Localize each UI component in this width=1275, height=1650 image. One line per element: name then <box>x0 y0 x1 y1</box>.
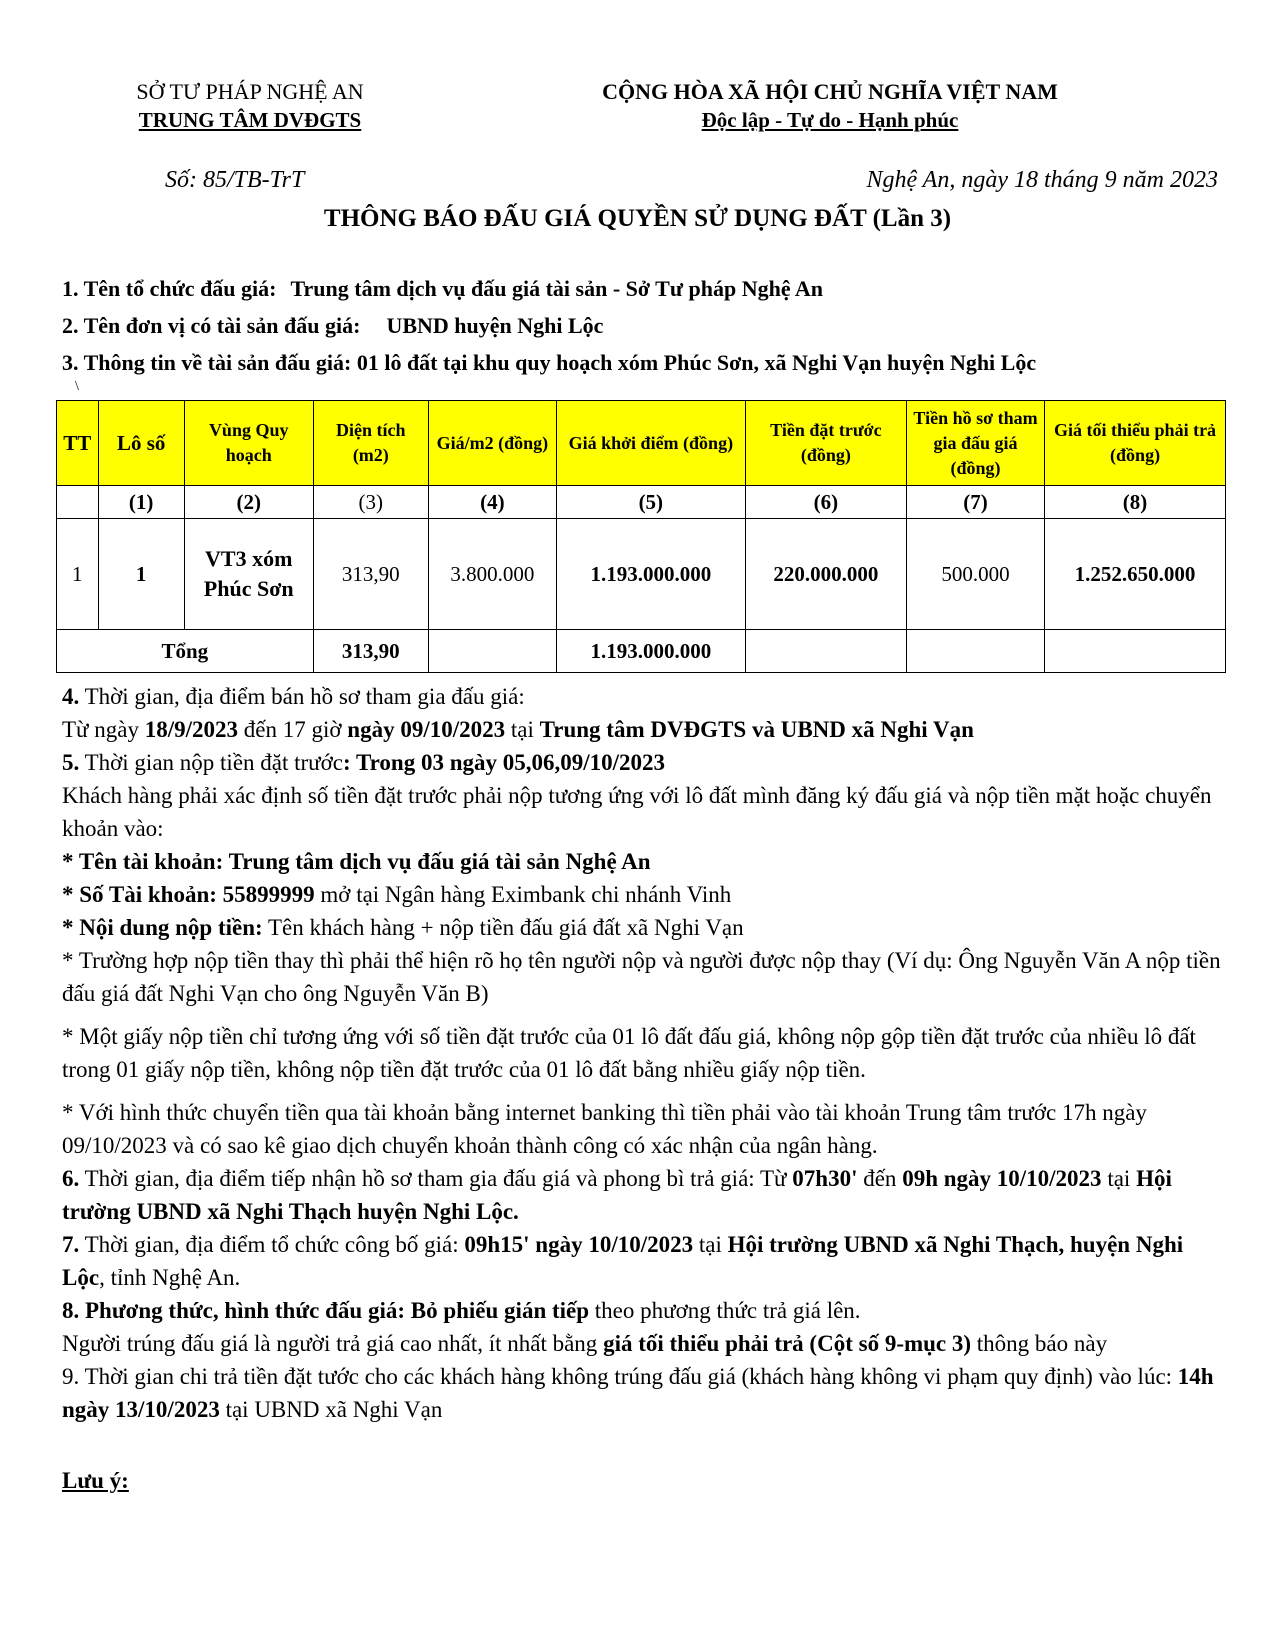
section-6-number: 6. <box>62 1166 80 1191</box>
col-number-5: (5) <box>556 486 745 519</box>
issuer-department: SỞ TƯ PHÁP NGHỆ AN <box>136 79 364 104</box>
text-span: 9. Thời gian chi trả tiền đặt tước cho các khách hàng không trúng đấu giá (khách hàng không vi phạm quy định) vào lúc: <box>62 1364 1178 1389</box>
place-date: Nghệ An, ngày 18 tháng 9 năm 2023 <box>866 167 1218 193</box>
auction-method-rest: theo phương thức trả giá lên. <box>589 1298 861 1323</box>
text-span: đến <box>857 1166 903 1191</box>
table-total-row <box>57 630 1226 673</box>
section-7-number: 7. <box>62 1232 80 1257</box>
text-span: đến 17 giờ <box>238 717 348 742</box>
section-7 <box>62 1228 1222 1294</box>
info-item-2-value: UBND huyện Nghi Lộc <box>386 313 604 338</box>
header-gia-toi-thieu: Giá tối thiểu phải trả (đồng) <box>1045 401 1226 486</box>
national-motto: Độc lập - Tự do - Hạnh phúc <box>701 108 959 132</box>
section-4-detail <box>62 713 1222 746</box>
receive-start-time: 07h30' <box>792 1166 858 1191</box>
total-dien-tich: 313,90 <box>313 630 428 673</box>
info-item-2 <box>62 313 603 339</box>
account-bank: mở tại Ngân hàng Eximbank chi nhánh Vinh <box>314 882 732 907</box>
sale-location: Trung tâm DVĐGTS và UBND xã Nghi Vạn <box>539 717 974 742</box>
total-empty-1 <box>428 630 556 673</box>
header-gia-khoi-diem: Giá khởi điểm (đồng) <box>556 401 745 486</box>
payment-content-text: Tên khách hàng + nộp tiền đấu giá đất xã Nghi Vạn <box>262 915 744 940</box>
note-heading: Lưu ý: <box>62 1468 129 1493</box>
note-1: * Trường hợp nộp tiền thay thì phải thể hiện rõ họ tên người nộp và người được nộp thay (Ví dụ: Ông Nguyễn Văn A nộp tiền đấu giá đất Nghi Vạn cho ông Nguyễn Văn B) <box>62 948 1221 1006</box>
header-vung-quy-hoach: Vùng Quy hoạch <box>184 401 313 486</box>
minimum-price-ref: giá tối thiểu phải trả (Cột số 9-mục 3) <box>603 1331 972 1356</box>
text-span: tại <box>1101 1166 1137 1191</box>
text-span: tại <box>693 1232 728 1257</box>
text-span: Người trúng đấu giá là người trả giá cao nhất, ít nhất bằng <box>62 1331 604 1356</box>
col-number-2: (2) <box>184 486 313 519</box>
section-8 <box>62 1294 1222 1327</box>
cell-gia-m2: 3.800.000 <box>428 519 556 630</box>
payment-content-label: * Nội dung nộp tiền: <box>62 915 263 940</box>
section-4-text: Thời gian, địa điểm bán hồ sơ tham gia đấu giá: <box>79 684 525 709</box>
announce-time: 09h15' ngày 10/10/2023 <box>464 1232 694 1257</box>
header-tien-dat-truoc: Tiền đặt trước (đồng) <box>745 401 906 486</box>
issuer-center: TRUNG TÂM DVĐGTS <box>138 108 362 132</box>
notice-body <box>62 680 1222 1497</box>
section-8-detail <box>62 1327 1222 1360</box>
text-span: tại <box>505 717 540 742</box>
header-lo-so: Lô số <box>98 401 184 486</box>
col-number-4: (4) <box>428 486 556 519</box>
text-span: tại UBND xã Nghi Vạn <box>219 1397 443 1422</box>
header-dien-tich: Diện tích (m2) <box>313 401 428 486</box>
cell-gia-khoi-diem: 1.193.000.000 <box>556 519 745 630</box>
col-number-0 <box>57 486 99 519</box>
header-tien-ho-so: Tiền hồ sơ tham gia đấu giá (đồng) <box>906 401 1044 486</box>
deposit-period: : Trong 03 ngày 05,06,09/10/2023 <box>343 750 666 775</box>
text-span: Thời gian, địa điểm tổ chức công bố giá: <box>79 1232 465 1257</box>
info-item-3: 3. Thông tin về tài sản đấu giá: 01 lô đất tại khu quy hoạch xóm Phúc Sơn, xã Nghi Vạn huyện Nghi Lộc <box>62 350 1037 375</box>
section-5-desc: Khách hàng phải xác định số tiền đặt trước phải nộp tương ứng với lô đất mình đăng ký đấu giá và nộp tiền mặt hoặc chuyển khoản vào: <box>62 783 1212 841</box>
refund-time: 14h ngày 13/10/2023 <box>62 1364 1214 1422</box>
national-title: CỘNG HÒA XÃ HỘI CHỦ NGHĨA VIỆT NAM <box>602 79 1058 104</box>
account-number-text: * Số Tài khoản: 55899999 <box>62 882 315 907</box>
info-item-1 <box>62 276 823 302</box>
cell-tt: 1 <box>57 519 99 630</box>
header-tt: TT <box>57 401 99 486</box>
cell-tien-ho-so: 500.000 <box>906 519 1044 630</box>
table-header-row <box>57 401 1226 486</box>
account-name <box>62 845 1222 878</box>
national-header <box>540 78 1120 134</box>
text-span: thông báo này <box>971 1331 1108 1356</box>
stray-mark: \ <box>75 379 79 394</box>
section-5 <box>62 746 1222 779</box>
total-empty-4 <box>1045 630 1226 673</box>
document-title: THÔNG BÁO ĐẤU GIÁ QUYỀN SỬ DỤNG ĐẤT (Lần 3) <box>323 205 952 232</box>
issuer-header <box>100 78 400 134</box>
note-2: * Một giấy nộp tiền chỉ tương ứng với số tiền đặt trước của 01 lô đất đấu giá, không nộp gộp tiền đặt trước của nhiều lô đất trong 01 giấy nộp tiền, không nộp tiền đặt trước của 01 lô đất bằng nhiều giấy nộp tiền. <box>62 1024 1196 1082</box>
text-span: Thời gian, địa điểm tiếp nhận hồ sơ tham gia đấu giá và phong bì trả giá: Từ <box>79 1166 793 1191</box>
sale-end-date: ngày 09/10/2023 <box>347 717 506 742</box>
note-3: * Với hình thức chuyển tiền qua tài khoản bằng internet banking thì tiền phải vào tài khoản Trung tâm trước 17h ngày 09/10/2023 và có sao kê giao dịch chuyển khoản thành công có xác nhận của ngân hàng. <box>62 1100 1147 1158</box>
table-row <box>57 519 1226 630</box>
receive-end-time: 09h ngày 10/10/2023 <box>902 1166 1102 1191</box>
section-6 <box>62 1162 1222 1228</box>
cell-lo-so: 1 <box>98 519 184 630</box>
text-span: Từ ngày <box>62 717 145 742</box>
section-4-number: 4. <box>62 684 80 709</box>
sale-start-date: 18/9/2023 <box>144 717 239 742</box>
asset-table <box>56 400 1226 673</box>
cell-gia-toi-thieu: 1.252.650.000 <box>1045 519 1226 630</box>
announce-location: Hội trường UBND xã Nghi Thạch, huyện Nghi Lộc <box>62 1232 1184 1290</box>
section-9 <box>62 1360 1222 1426</box>
payment-content <box>62 911 1222 944</box>
total-empty-2 <box>745 630 906 673</box>
col-number-6: (6) <box>745 486 906 519</box>
total-empty-3 <box>906 630 1044 673</box>
text-span: , tỉnh Nghệ An. <box>99 1265 241 1290</box>
cell-vung-line-1: VT3 xóm <box>205 546 293 571</box>
total-gia-khoi-diem: 1.193.000.000 <box>556 630 745 673</box>
info-item-2-label: 2. Tên đơn vị có tài sản đấu giá: <box>62 313 361 338</box>
receive-location: Hội trường UBND xã Nghi Thạch huyện Nghi Lộc. <box>62 1166 1172 1224</box>
col-number-8: (8) <box>1045 486 1226 519</box>
total-label: Tổng <box>57 630 314 673</box>
cell-dien-tich: 313,90 <box>313 519 428 630</box>
header-gia-m2: Giá/m2 (đồng) <box>428 401 556 486</box>
account-name-text: * Tên tài khoản: Trung tâm dịch vụ đấu giá tài sản Nghệ An <box>62 849 651 874</box>
cell-tien-dat-truoc: 220.000.000 <box>745 519 906 630</box>
section-5-number: 5. <box>62 750 80 775</box>
cell-vung-quy-hoach <box>184 519 313 630</box>
col-number-1: (1) <box>98 486 184 519</box>
table-column-number-row <box>57 486 1226 519</box>
cell-vung-line-2: Phúc Sơn <box>203 576 294 601</box>
col-number-3: (3) <box>313 486 428 519</box>
document-number: Số: 85/TB-TrT <box>165 167 305 193</box>
info-item-1-value: Trung tâm dịch vụ đấu giá tài sản - Sở Tư pháp Nghệ An <box>290 276 824 301</box>
section-4 <box>62 680 1222 713</box>
auction-method: 8. Phương thức, hình thức đấu giá: Bỏ phiếu gián tiếp <box>62 1298 590 1323</box>
info-item-1-label: 1. Tên tổ chức đấu giá: <box>62 276 277 301</box>
account-number <box>62 878 1222 911</box>
section-5-text: Thời gian nộp tiền đặt trước <box>79 750 344 775</box>
col-number-7: (7) <box>906 486 1044 519</box>
